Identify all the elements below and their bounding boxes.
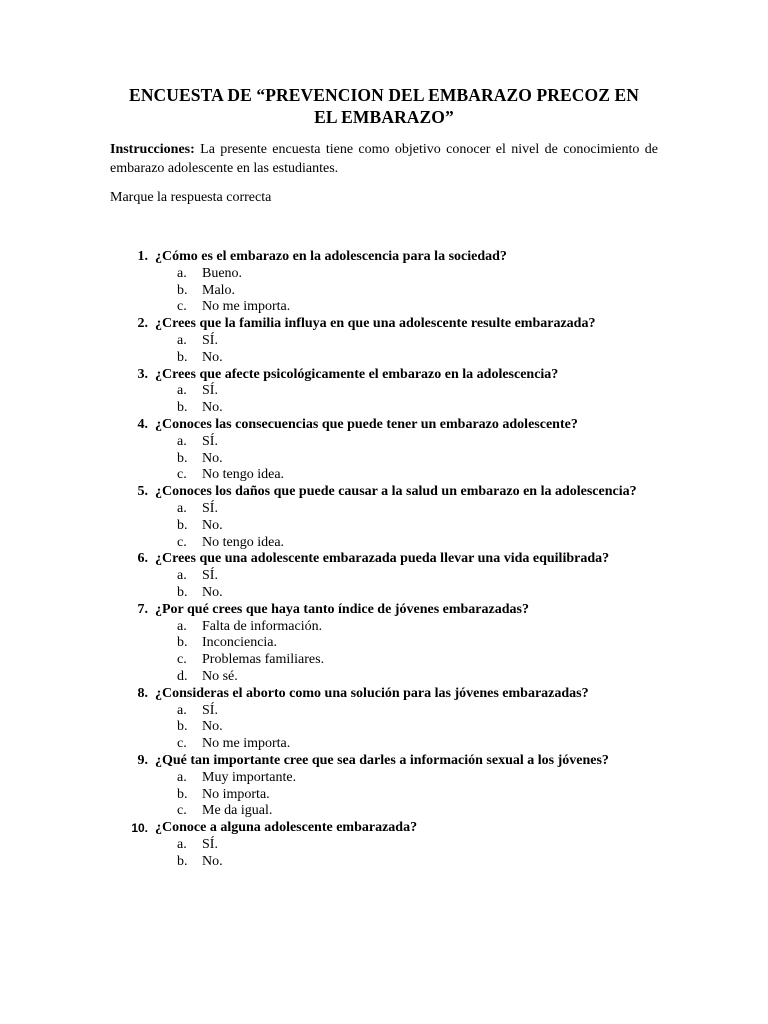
question-text: ¿Qué tan importante cree que sea darles a información sexual a los jóvenes? (155, 752, 609, 768)
question-number: 4. (137, 416, 148, 432)
question-number: 10. (131, 821, 148, 836)
answer-option[interactable] (155, 467, 658, 484)
question-number: 8. (137, 685, 148, 701)
question-number: 5. (137, 484, 148, 500)
answer-option[interactable] (155, 451, 658, 468)
option-text: Problemas familiares. (202, 652, 325, 668)
option-letter: b. (177, 786, 188, 802)
question-text: ¿Conoces las consecuencias que puede tener un embarazo adolescente? (155, 416, 578, 432)
option-letter: a. (177, 265, 187, 281)
answer-options (155, 619, 658, 686)
answer-option[interactable] (155, 703, 658, 720)
option-text: SÍ. (202, 383, 218, 399)
option-letter: b. (177, 853, 188, 869)
answer-options (155, 703, 658, 753)
option-text: No. (202, 584, 223, 600)
option-letter: c. (177, 736, 187, 752)
answer-options (155, 266, 658, 316)
option-text: Muy importante. (202, 769, 297, 785)
question-text: ¿Conoces los daños que puede causar a la salud un embarazo en la adolescencia? (155, 484, 637, 500)
option-text: SÍ. (202, 433, 218, 449)
option-text: Falta de información. (202, 618, 323, 634)
answer-options (155, 568, 658, 602)
option-letter: a. (177, 618, 187, 634)
answer-option[interactable] (155, 652, 658, 669)
option-letter: b. (177, 282, 188, 298)
answer-option[interactable] (155, 383, 658, 400)
option-text: No. (202, 349, 223, 365)
option-text: SÍ. (202, 702, 218, 718)
option-text: SÍ. (202, 836, 218, 852)
answer-option[interactable] (155, 719, 658, 736)
question-5 (110, 484, 658, 551)
survey-page (110, 84, 658, 870)
answer-option[interactable] (155, 619, 658, 636)
option-text: No importa. (202, 786, 270, 802)
answer-option[interactable] (155, 501, 658, 518)
option-text: No sé. (202, 668, 238, 684)
option-letter: b. (177, 635, 188, 651)
question-number: 6. (137, 551, 148, 567)
answer-options (155, 333, 658, 367)
answer-option[interactable] (155, 770, 658, 787)
answer-option[interactable] (155, 635, 658, 652)
answer-option[interactable] (155, 266, 658, 283)
option-text: No tengo idea. (202, 467, 285, 483)
question-text: ¿Consideras el aborto como una solución para las jóvenes embarazadas? (155, 685, 589, 701)
answer-options (155, 837, 658, 871)
answer-options (155, 501, 658, 551)
option-letter: b. (177, 349, 188, 365)
answer-options (155, 383, 658, 417)
option-letter: b. (177, 517, 188, 533)
answer-option[interactable] (155, 535, 658, 552)
answer-option[interactable] (155, 333, 658, 350)
title-line-1: ENCUESTA DE “PREVENCION DEL EMBARAZO PRECOZ EN (129, 85, 639, 105)
option-text: Bueno. (202, 265, 243, 281)
answer-option[interactable] (155, 299, 658, 316)
option-text: No. (202, 853, 223, 869)
question-7 (110, 602, 658, 686)
survey-title (110, 84, 658, 128)
option-letter: a. (177, 332, 187, 348)
question-1 (110, 249, 658, 316)
instructions-text: La presente encuesta tiene como objetivo conocer el nivel de conocimiento de embarazo adolescente en las estudiantes. (110, 142, 658, 176)
option-letter: a. (177, 836, 187, 852)
answer-option[interactable] (155, 350, 658, 367)
option-letter: b. (177, 450, 188, 466)
option-text: Inconciencia. (202, 635, 278, 651)
question-number: 1. (137, 249, 148, 264)
question-10 (110, 820, 658, 870)
answer-option[interactable] (155, 854, 658, 871)
answer-prompt: Marque la respuesta correcta (110, 190, 272, 205)
option-letter: b. (177, 584, 188, 600)
option-text: Me da igual. (202, 803, 273, 819)
question-list (110, 249, 658, 870)
answer-option[interactable] (155, 400, 658, 417)
option-text: No. (202, 450, 223, 466)
question-text: ¿Cómo es el embarazo en la adolescencia para la sociedad? (155, 249, 507, 264)
answer-option[interactable] (155, 837, 658, 854)
question-number: 7. (137, 601, 148, 617)
answer-options (155, 770, 658, 820)
option-text: No tengo idea. (202, 534, 285, 550)
option-text: SÍ. (202, 568, 218, 584)
answer-option[interactable] (155, 669, 658, 686)
question-text: ¿Crees que afecte psicológicamente el embarazo en la adolescencia? (155, 366, 559, 382)
option-letter: b. (177, 400, 188, 416)
option-letter: a. (177, 769, 187, 785)
question-3 (110, 367, 658, 417)
option-letter: a. (177, 433, 187, 449)
answer-option[interactable] (155, 283, 658, 300)
answer-option[interactable] (155, 518, 658, 535)
question-9 (110, 753, 658, 820)
option-letter: c. (177, 803, 187, 819)
option-text: SÍ. (202, 332, 218, 348)
option-text: Malo. (202, 282, 236, 298)
answer-option[interactable] (155, 585, 658, 602)
option-letter: a. (177, 702, 187, 718)
question-text: ¿Crees que una adolescente embarazada pueda llevar una vida equilibrada? (155, 551, 610, 567)
option-text: No. (202, 719, 223, 735)
option-text: No me importa. (202, 299, 291, 315)
question-number: 3. (137, 366, 148, 382)
option-letter: c. (177, 534, 187, 550)
question-number: 9. (137, 752, 148, 768)
option-letter: a. (177, 568, 187, 584)
instructions (110, 140, 658, 178)
answer-option[interactable] (155, 803, 658, 820)
answer-option[interactable] (155, 434, 658, 451)
answer-option[interactable] (155, 568, 658, 585)
option-letter: c. (177, 467, 187, 483)
option-letter: c. (177, 652, 187, 668)
option-text: No. (202, 400, 223, 416)
option-text: No me importa. (202, 736, 291, 752)
instructions-label: Instrucciones: (110, 142, 195, 157)
question-2 (110, 316, 658, 366)
question-number: 2. (137, 316, 148, 332)
answer-option[interactable] (155, 736, 658, 753)
question-text: ¿Por qué crees que haya tanto índice de jóvenes embarazadas? (155, 601, 529, 617)
option-text: SÍ. (202, 500, 218, 516)
option-letter: c. (177, 299, 187, 315)
option-text: No. (202, 517, 223, 533)
question-6 (110, 551, 658, 601)
answer-options (155, 434, 658, 484)
option-letter: b. (177, 719, 188, 735)
answer-option[interactable] (155, 787, 658, 804)
question-4 (110, 417, 658, 484)
option-letter: a. (177, 500, 187, 516)
question-8 (110, 686, 658, 753)
option-letter: a. (177, 383, 187, 399)
question-text: ¿Conoce a alguna adolescente embarazada? (155, 820, 418, 836)
question-text: ¿Crees que la familia influya en que una adolescente resulte embarazada? (155, 316, 596, 332)
option-letter: d. (177, 668, 188, 684)
title-line-2: EL EMBARAZO” (314, 107, 454, 127)
